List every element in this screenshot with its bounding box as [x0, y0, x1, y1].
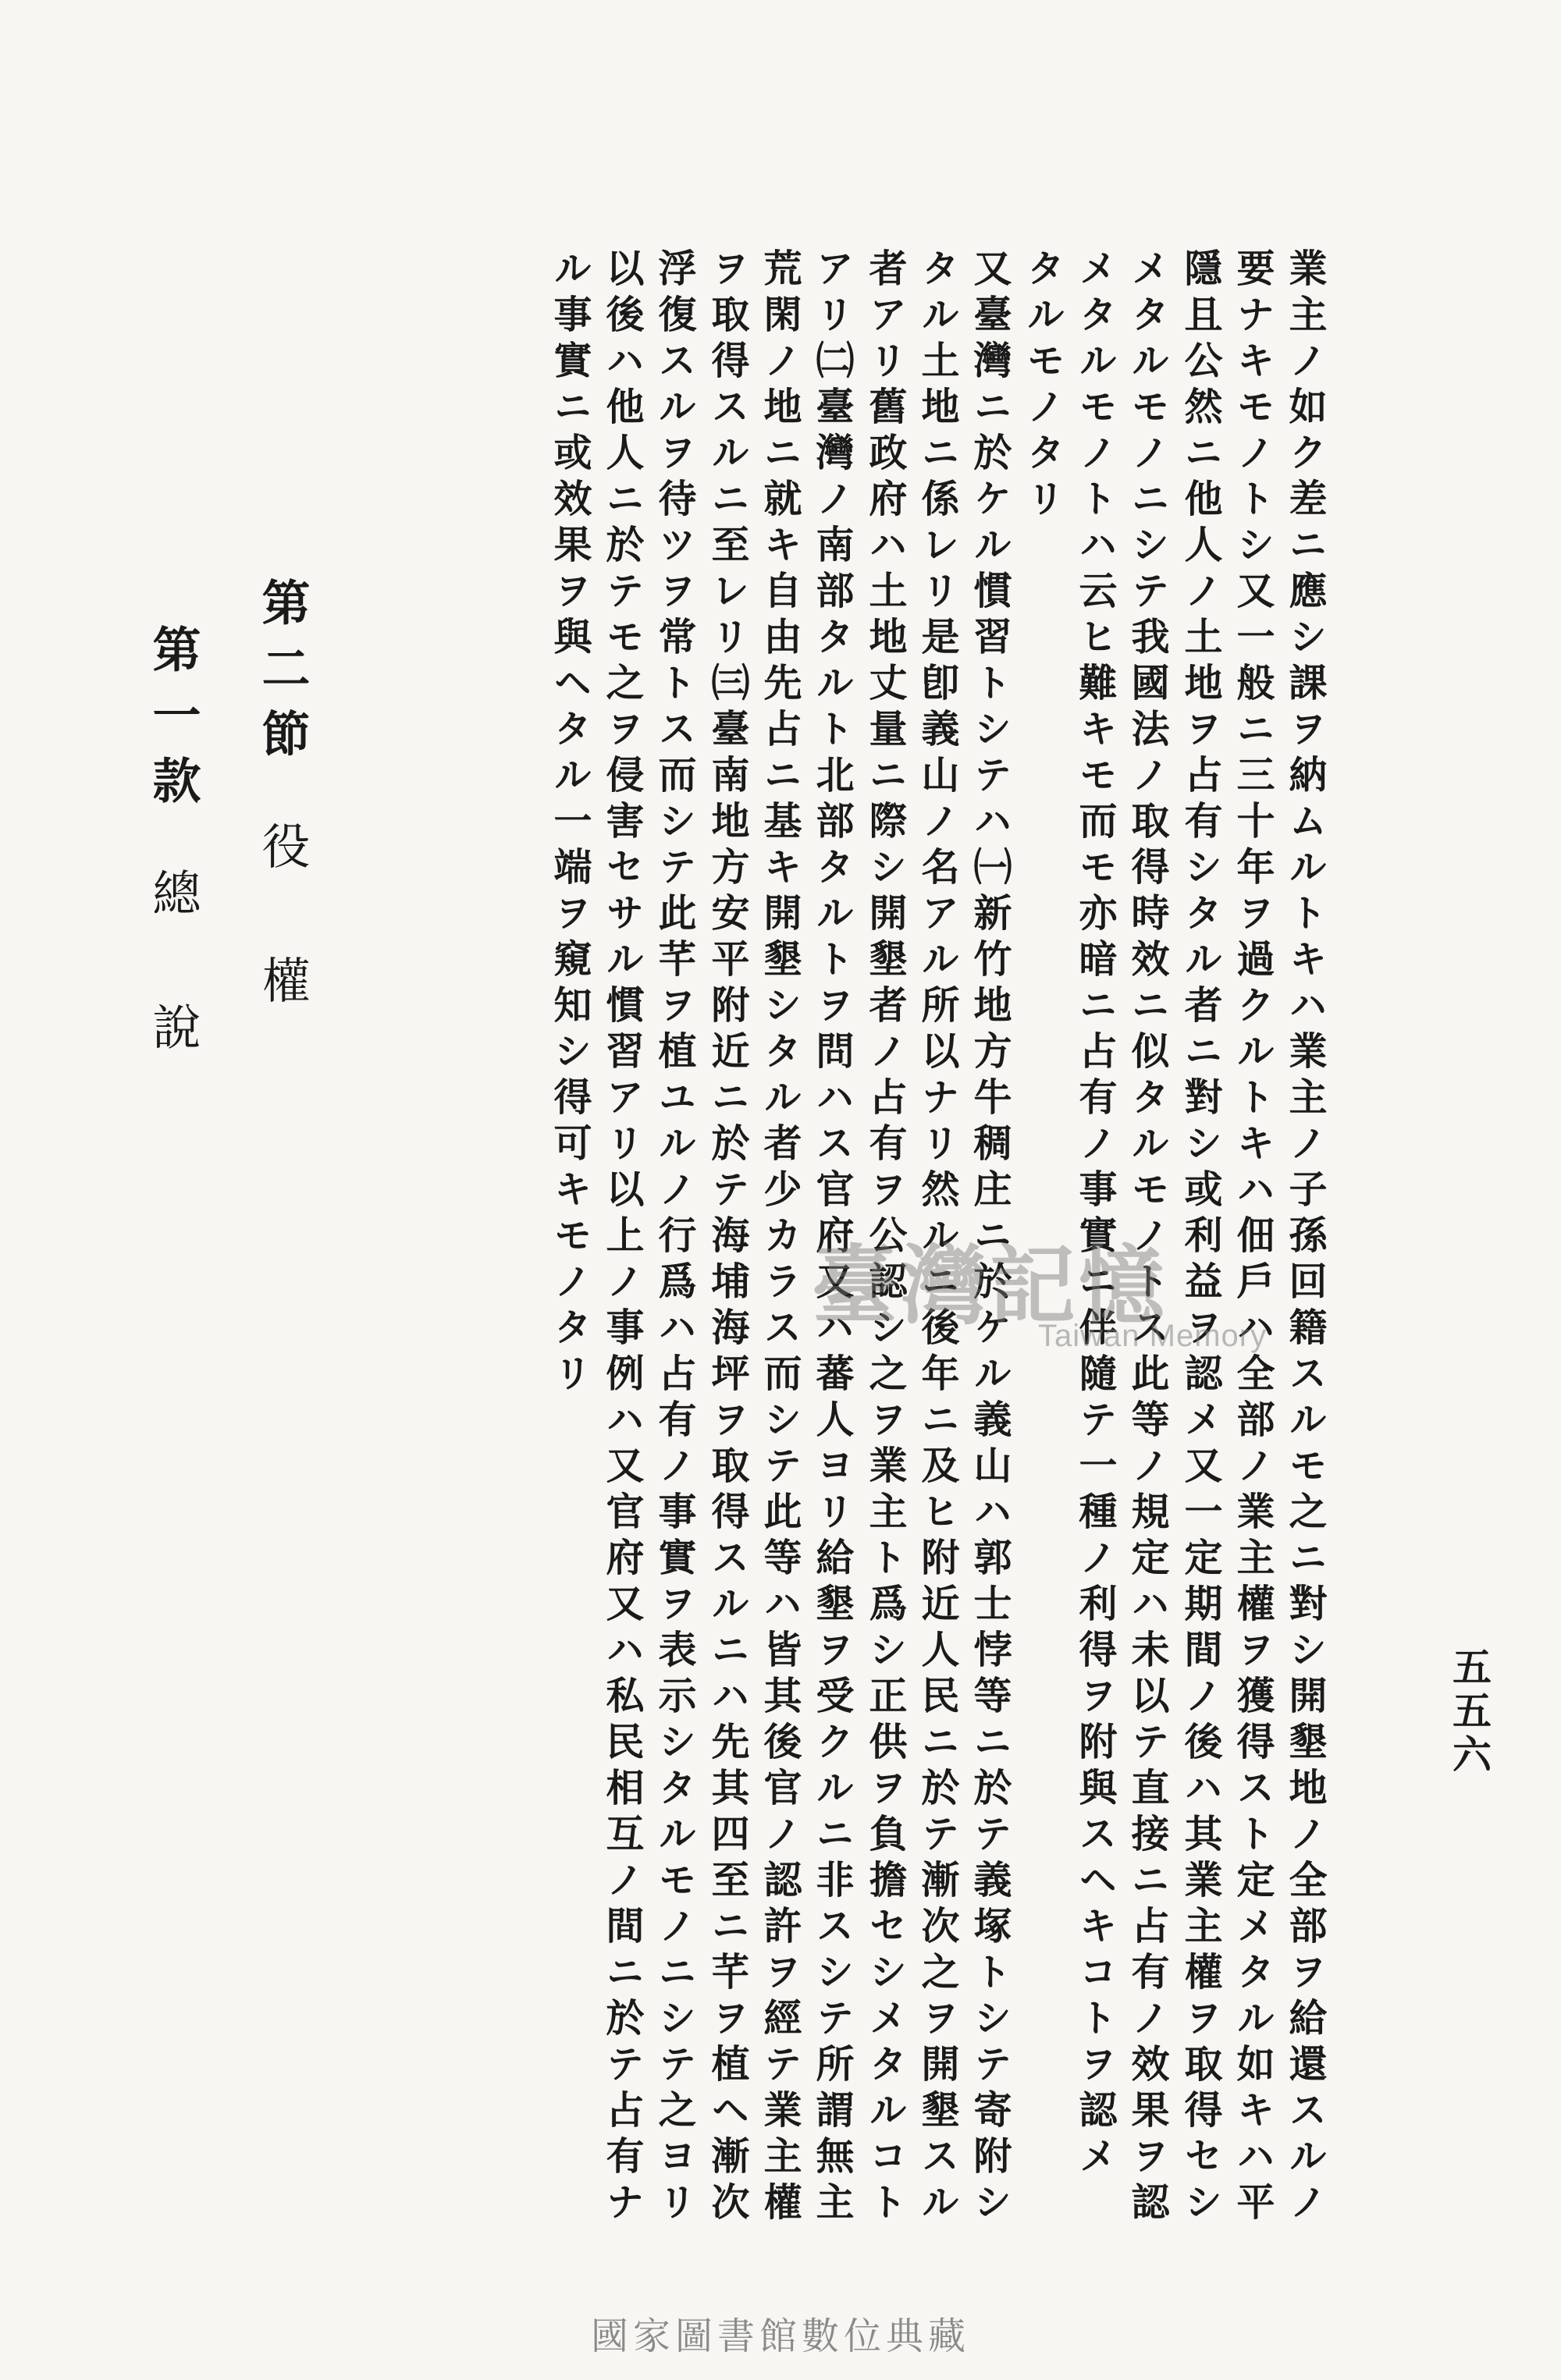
subsection-title: 總說 [144, 868, 201, 1136]
text-column-12: ヲ取得スルニ至レリ㈢臺南地方安平附近ニ於テ海埔海坪ヲ取得スルニハ先其四至ニ芊ヲ植ヘ漸次 [706, 248, 751, 2228]
text-column-4: メタルモノニシテ我國法ノ取得時效ニ似タルモノトス此等ノ規定ハ未以テ直接ニ占有ノ效果ヲ認 [1125, 248, 1171, 2228]
subsection-label: 第一款 [144, 624, 201, 821]
text-column-15: ル事實ニ或效果ヲ與ヘタル一端ヲ窺知シ得可キモノタリ [548, 248, 593, 1399]
section-label: 第二節 [254, 577, 311, 774]
text-column-13: 浮復スルヲ待ツヲ常トス而シテ此芊ヲ植ユルノ行爲ハ占有ノ事實ヲ表示シタルモノニシテ之ヨリ [652, 248, 698, 2228]
section-heading [254, 577, 311, 1089]
text-column-9: 者アリ舊政府ハ土地丈量ニ際シ開墾者ノ占有ヲ公認シ之ヲ業主ト爲シ正供ヲ負擔セシメタルコト [863, 248, 909, 2228]
text-column-5: メタルモノトハ云ヒ難キモ而モ亦暗ニ占有ノ事實ニ伴隨テ一種ノ利得ヲ附與スヘキコトヲ認メ [1073, 248, 1118, 2182]
text-column-3: 隱且公然ニ他人ノ土地ヲ占有シタル者ニ對シ或利益ヲ認メ又一定期間ノ後ハ其業主權ヲ取得セシ [1179, 248, 1224, 2228]
text-column-11: 荒閑ノ地ニ就キ自由先占ニ基キ開墾シタル者少カラス而シテ此等ハ皆其後官ノ認許ヲ經テ業主權 [758, 248, 803, 2228]
text-column-8: タル土地ニ係レリ是卽義山ノ名アル所以ナリ然ルニ後年ニ及ヒ附近人民ニ於テ漸次之ヲ開墾スル [916, 248, 961, 2228]
text-column-10: アリ㈡臺灣ノ南部タルト北部タルトヲ問ハス官府又ハ蕃人ヨリ給墾ヲ受クルニ非スシテ所謂無主 [810, 248, 855, 2228]
text-column-6: タルモノタリ [1021, 248, 1066, 524]
footer-caption: 國家圖書館數位典藏 [590, 2314, 970, 2358]
text-column-2: 要ナキモノトシ又一般ニ三十年ヲ過クルトキハ佃戶ハ全部ノ業主權ヲ獲得スト定メタル如キハ平 [1231, 248, 1276, 2228]
page-number: 五五六 [1446, 1646, 1492, 1778]
text-column-7: 又臺灣ニ於ケル慣習トシテハ㈠新竹地方牛稠庄ニ於ケル義山ハ郭士悖等ニ於テ義塚トシテ寄附シ [968, 248, 1013, 2228]
watermark-logo: 臺灣記憶 [812, 1235, 1168, 1336]
subsection-heading [144, 624, 201, 1136]
text-column-1: 業主ノ如ク差ニ應シ課ヲ納ムルトキハ業主ノ子孫回籍スルモ之ニ對シ開墾地ノ全部ヲ給還スルノ [1283, 248, 1328, 2228]
text-column-14: 以後ハ他人ニ於テモ之ヲ侵害セサル慣習アリ以上ノ事例ハ又官府又ハ私民相互ノ間ニ於テ占有ナ [600, 248, 645, 2228]
watermark-subtitle: Taiwan Memory [1038, 1319, 1268, 1353]
section-title: 役權 [254, 821, 311, 1089]
